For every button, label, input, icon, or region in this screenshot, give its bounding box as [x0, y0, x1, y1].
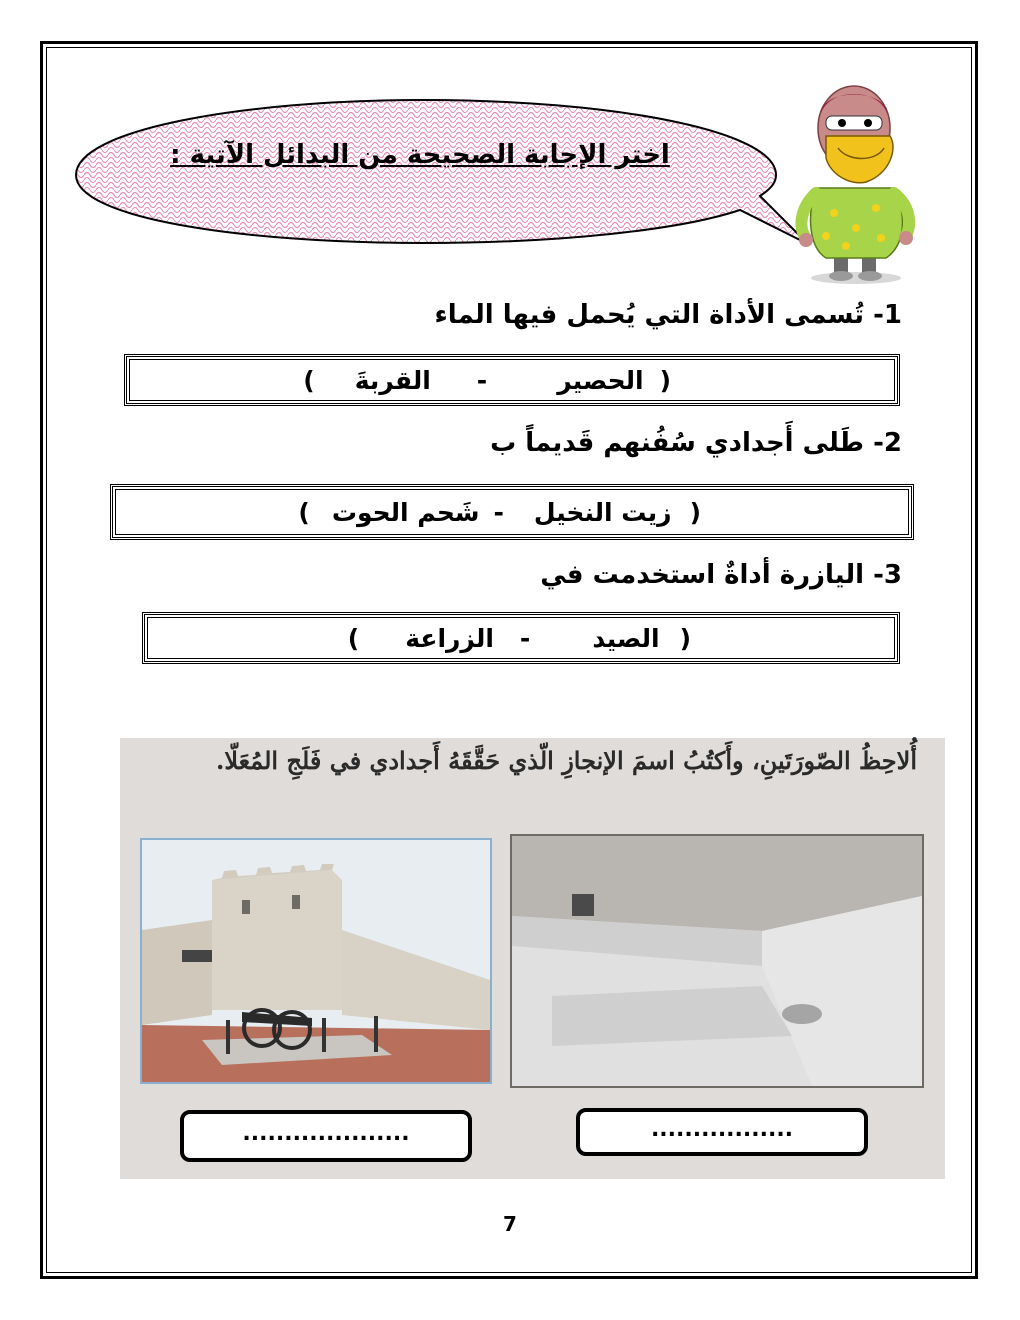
question-1-text: 1- تُسمى الأداة التي يُحمل فيها الماء	[434, 300, 902, 330]
option-b[interactable]: القربةَ	[354, 365, 431, 395]
page-number: 7	[503, 1212, 517, 1236]
option-separator: -	[519, 623, 531, 653]
option-b[interactable]: الزراعة	[405, 623, 494, 653]
question-3-text: 3- اليازرة أداةٌ استخدمت في	[540, 560, 902, 590]
close-paren: )	[303, 365, 315, 395]
option-a[interactable]: زيت النخيل	[533, 497, 672, 527]
photo-exercise-panel	[120, 738, 945, 1179]
option-b[interactable]: شَحم الحوت	[331, 497, 480, 527]
option-separator: -	[476, 365, 488, 395]
cartoon-character-icon	[786, 78, 926, 288]
question-1-options-box	[124, 354, 900, 406]
answer-field-right[interactable]: .................	[576, 1108, 868, 1156]
option-a[interactable]: الحصير	[557, 365, 644, 395]
open-paren: (	[679, 623, 691, 653]
question-2-text: 2- طَلى أَجدادي سُفُنهم قَديماً ب	[490, 428, 902, 458]
answer-field-left[interactable]: ....................	[180, 1110, 472, 1162]
close-paren: )	[347, 623, 360, 653]
fort-photo	[140, 838, 492, 1084]
falaj-photo	[510, 834, 924, 1088]
open-paren: (	[689, 497, 701, 527]
close-paren: )	[298, 497, 310, 527]
question-3-options-box	[142, 612, 900, 664]
question-2-options-box	[110, 484, 914, 540]
open-paren: (	[659, 365, 671, 395]
option-a[interactable]: الصيد	[592, 623, 660, 653]
photo-instruction: أُلاحِظُ الصّورَتَينِ، وأَكتُبُ اسمَ الإنجازِ الّذي حَقَّقَهُ أَجدادي في فَلَجِ المُعَلّا.	[215, 746, 917, 775]
option-separator: -	[493, 497, 504, 527]
instruction-title: اختر الإجابة الصحيحة من البدائل الآتية :	[170, 140, 670, 170]
